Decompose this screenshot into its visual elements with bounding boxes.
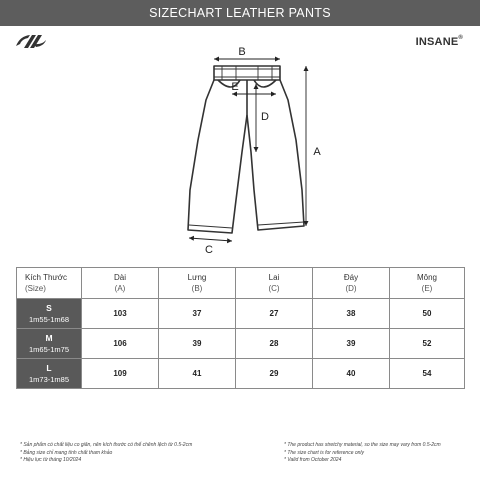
label-a: A — [313, 146, 321, 158]
page-title: SIZECHART LEATHER PANTS — [0, 0, 480, 26]
column-header: Đáy (D) — [313, 268, 390, 299]
size-cell: M 1m65-1m75 — [17, 329, 82, 359]
size-table — [16, 267, 465, 389]
pants-diagram — [0, 40, 480, 260]
label-d: D — [261, 111, 269, 123]
table-cell: 103 — [82, 299, 159, 329]
note-line: * The size chart is for reference only — [284, 449, 365, 456]
note-line: * Valid from October 2024 — [284, 457, 342, 463]
size-cell: L 1m73-1m85 — [17, 359, 82, 389]
label-e: E — [231, 81, 239, 93]
table-cell: 28 — [236, 329, 313, 359]
column-header: Mông (E) — [390, 268, 465, 299]
table-header-row — [17, 268, 465, 299]
table-cell: 50 — [390, 299, 465, 329]
column-header: Lưng (B) — [159, 268, 236, 299]
note-line: * Sản phẩm có chất liệu co giãn, nên kích thước có thể chênh lệch từ 0.5-2cm — [20, 442, 193, 448]
table-cell: 52 — [390, 329, 465, 359]
table-cell: 40 — [313, 359, 390, 389]
note-line: * Bảng size chỉ mang tính chất tham khảo — [20, 449, 113, 456]
table-cell: 109 — [82, 359, 159, 389]
notes-vietnamese — [20, 442, 192, 465]
table-cell: 39 — [313, 329, 390, 359]
column-header: Kích Thước (Size) — [17, 268, 82, 299]
table-cell: 27 — [236, 299, 313, 329]
column-header: Lai (C) — [236, 268, 313, 299]
table-cell: 106 — [82, 329, 159, 359]
table-row — [17, 359, 465, 389]
table-row — [17, 329, 465, 359]
label-c: C — [205, 244, 213, 256]
table-cell: 37 — [159, 299, 236, 329]
brand-name: INSANE® — [415, 35, 463, 48]
table-cell: 29 — [236, 359, 313, 389]
size-cell: S 1m55-1m68 — [17, 299, 82, 329]
table-cell: 54 — [390, 359, 465, 389]
table-cell: 39 — [159, 329, 236, 359]
table-row — [17, 299, 465, 329]
label-b: B — [238, 46, 246, 58]
note-line: * Hiệu lực từ tháng 10/2024 — [20, 457, 82, 463]
column-header: Dài (A) — [82, 268, 159, 299]
notes-english — [284, 442, 441, 465]
table-cell: 41 — [159, 359, 236, 389]
note-line: * The product has stretchy material, so the size may vary from 0.5-2cm — [284, 442, 441, 448]
table-cell: 38 — [313, 299, 390, 329]
